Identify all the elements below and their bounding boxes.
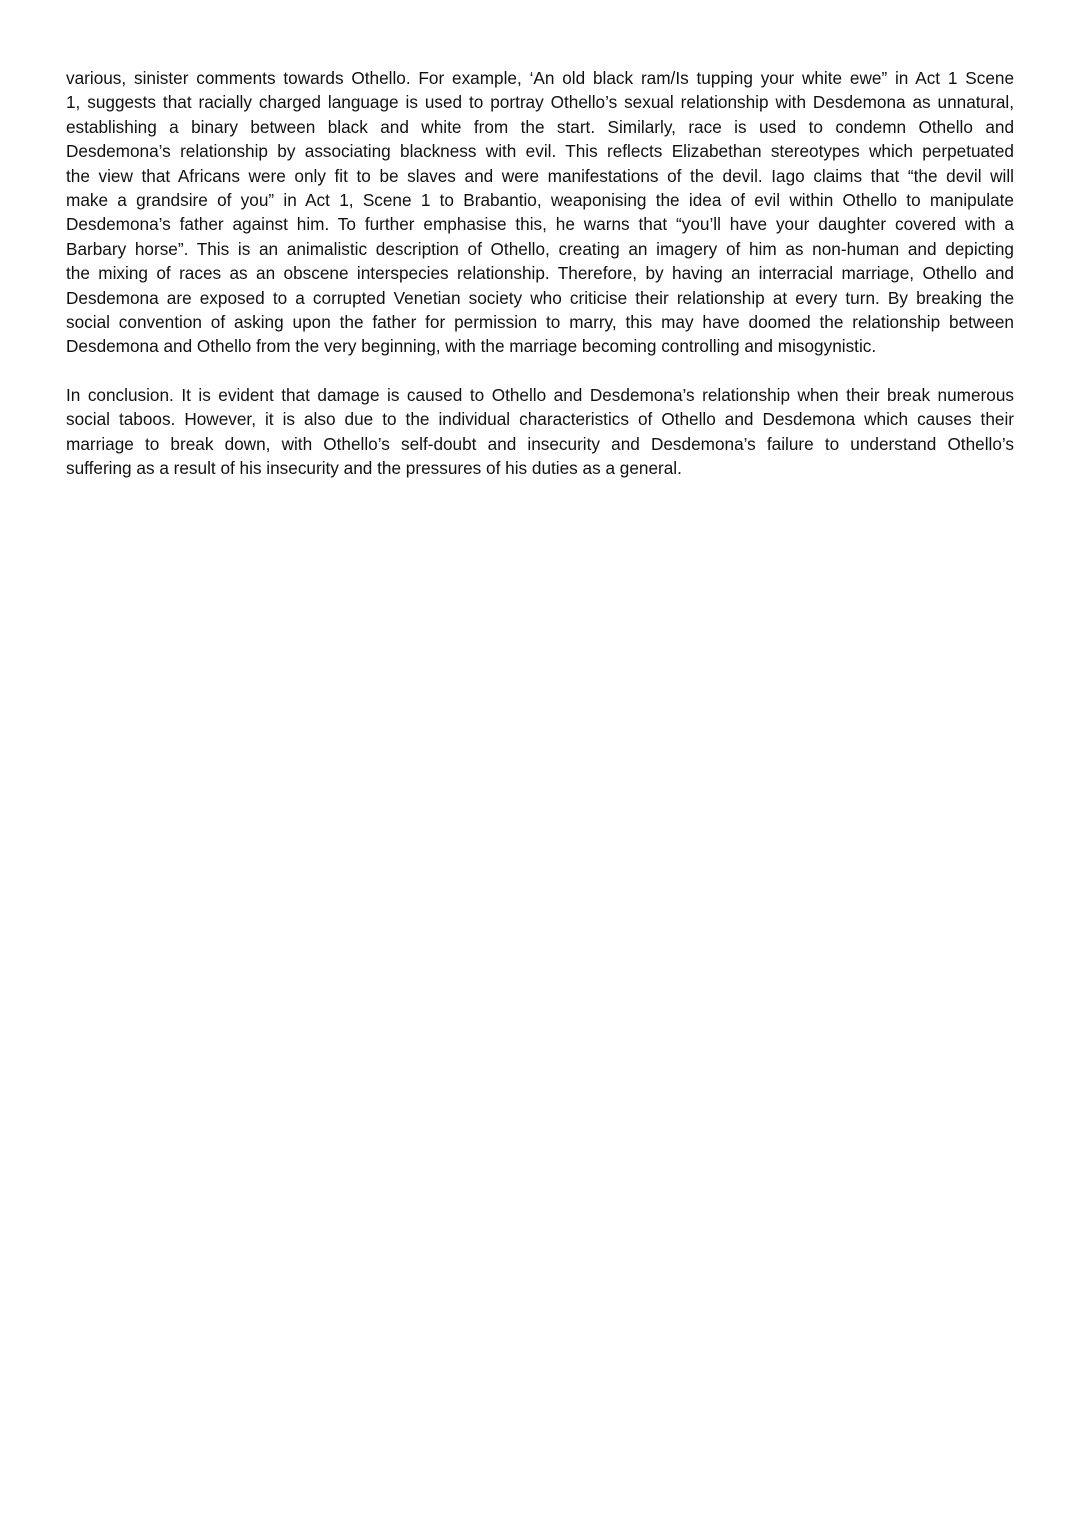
paragraph-line: Desdemona are exposed to a corrupted Venetian society who criticise their relationship at every turn. By breaking the [66, 287, 1014, 308]
paragraph-line: Barbary horse”. This is an animalistic description of Othello, creating an imagery of him as non-human and depicting [66, 238, 1014, 259]
paragraph-line: In conclusion. It is evident that damage is caused to Othello and Desdemona’s relationship when their break numerous [66, 385, 1014, 405]
paragraph-line: the mixing of races as an obscene interspecies relationship. Therefore, by having an interracial marriage, Othello and [66, 263, 1014, 284]
paragraph-line: marriage to break down, with Othello’s self-doubt and insecurity and Desdemona’s failure to understand Othello’s [66, 433, 1014, 454]
paragraph-line: Desdemona’s father against him. To further emphasise this, he warns that “you’ll have your daughter covered with a [66, 214, 1014, 235]
paragraph-line: social taboos. However, it is also due to the individual characteristics of Othello and Desdemona which causes their [66, 409, 1014, 430]
paragraph-line: Desdemona and Othello from the very beginning, with the marriage becoming controlling and misogynistic. [66, 336, 877, 357]
conclusion-paragraph [66, 383, 1014, 481]
paragraph-line: suffering as a result of his insecurity and the pressures of his duties as a general. [66, 458, 682, 479]
paragraph-line: the view that Africans were only fit to be slaves and were manifestations of the devil. Iago claims that “the devil will [66, 165, 1014, 186]
paragraph-line: social convention of asking upon the father for permission to marry, this may have doomed the relationship between [66, 312, 1014, 333]
paragraph-line: 1, suggests that racially charged language is used to portray Othello’s sexual relationship with Desdemona as unnatural, [66, 92, 1014, 113]
body-paragraph-1 [66, 66, 1014, 359]
paragraph-line: Desdemona’s relationship by associating blackness with evil. This reflects Elizabethan stereotypes which perpetuated [66, 141, 1014, 162]
paragraph-line: establishing a binary between black and white from the start. Similarly, race is used to condemn Othello and [66, 116, 1014, 137]
paragraph-line: make a grandsire of you” in Act 1, Scene 1 to Brabantio, weaponising the idea of evil within Othello to manipulate [66, 190, 1014, 211]
paragraph-line: various, sinister comments towards Othello. For example, ‘An old black ram/Is tupping your white ewe” in Act 1 Scene [66, 68, 1014, 88]
